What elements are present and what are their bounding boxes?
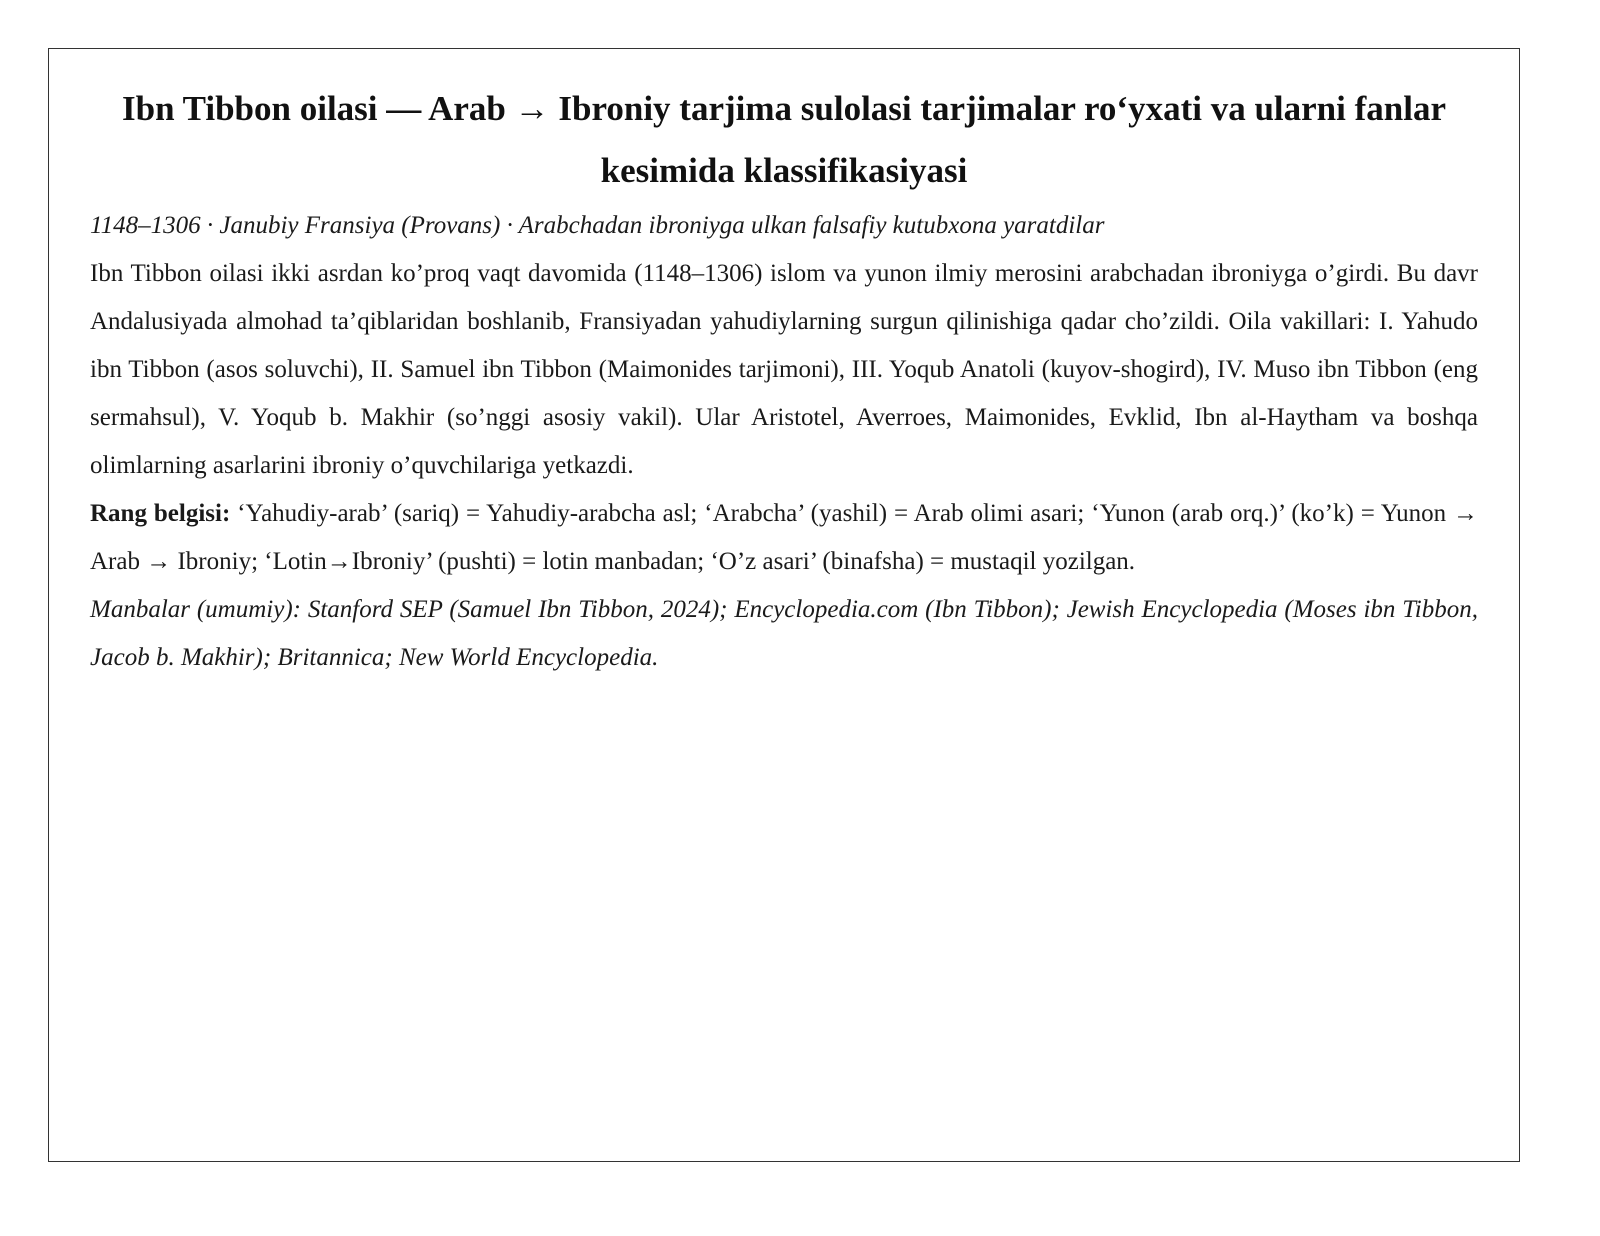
intro-paragraph: Ibn Tibbon oilasi ikki asrdan ko’proq vaqt davomida (1148–1306) islom va yunon ilmiy merosini arabchadan ibroniyga o’girdi. Bu davr Andalusiyada almohad ta’qiblaridan boshlanib, Fransiyadan yahudiylarning surgun qilinishiga qadar cho’zildi. Oila vakillari: I. Yahudo ibn Tibbon (asos soluvchi), II. Samuel ibn Tibbon (Maimonides tarjimoni), III. Yoqub Anatoli (kuyov-shogird), IV. Muso ibn Tibbon (eng sermahsul), V. Yoqub b. Makhir (so’nggi asosiy vakil). Ular Aristotel, Averroes, Maimonides, Evklid, Ibn al-Haytham va boshqa olimlarning asarlarini ibroniy o’quvchilariga yetkazdi.: [90, 260, 1478, 479]
legend-label: Rang belgisi:: [90, 500, 231, 527]
sources-paragraph: Manbalar (umumiy): Stanford SEP (Samuel Ibn Tibbon, 2024); Encyclopedia.com (Ibn Tibbon); Jewish Encyclopedia (Moses ibn Tibbon, Jacob b. Makhir); Britannica; New World Encyclopedia.: [90, 596, 1478, 671]
page-title: Ibn Tibbon oilasi — Arab → Ibroniy tarjima sulolasi tarjimalar ro‘yxati va ularni fanlar kesimida klassifikasiyasi: [121, 89, 1446, 190]
legend-text: ‘Yahudiy-arab’ (sariq) = Yahudiy-arabcha asl; ‘Arabcha’ (yashil) = Arab olimi asari; ‘Yunon (arab orq.)’ (ko’k) = Yunon → Arab → Ibroniy; ‘Lotin→Ibroniy’ (pushti) = lotin manbadan; ‘O’z asari’ (binafsha) = mustaqil yozilgan.: [90, 500, 1478, 575]
document-subtitle: 1148–1306 · Janubiy Fransiya (Provans) · Arabchadan ibroniyga ulkan falsafiy kutubxona yaratdilar: [90, 212, 1105, 239]
color-legend: [90, 490, 1478, 586]
document-body: [90, 78, 1478, 682]
